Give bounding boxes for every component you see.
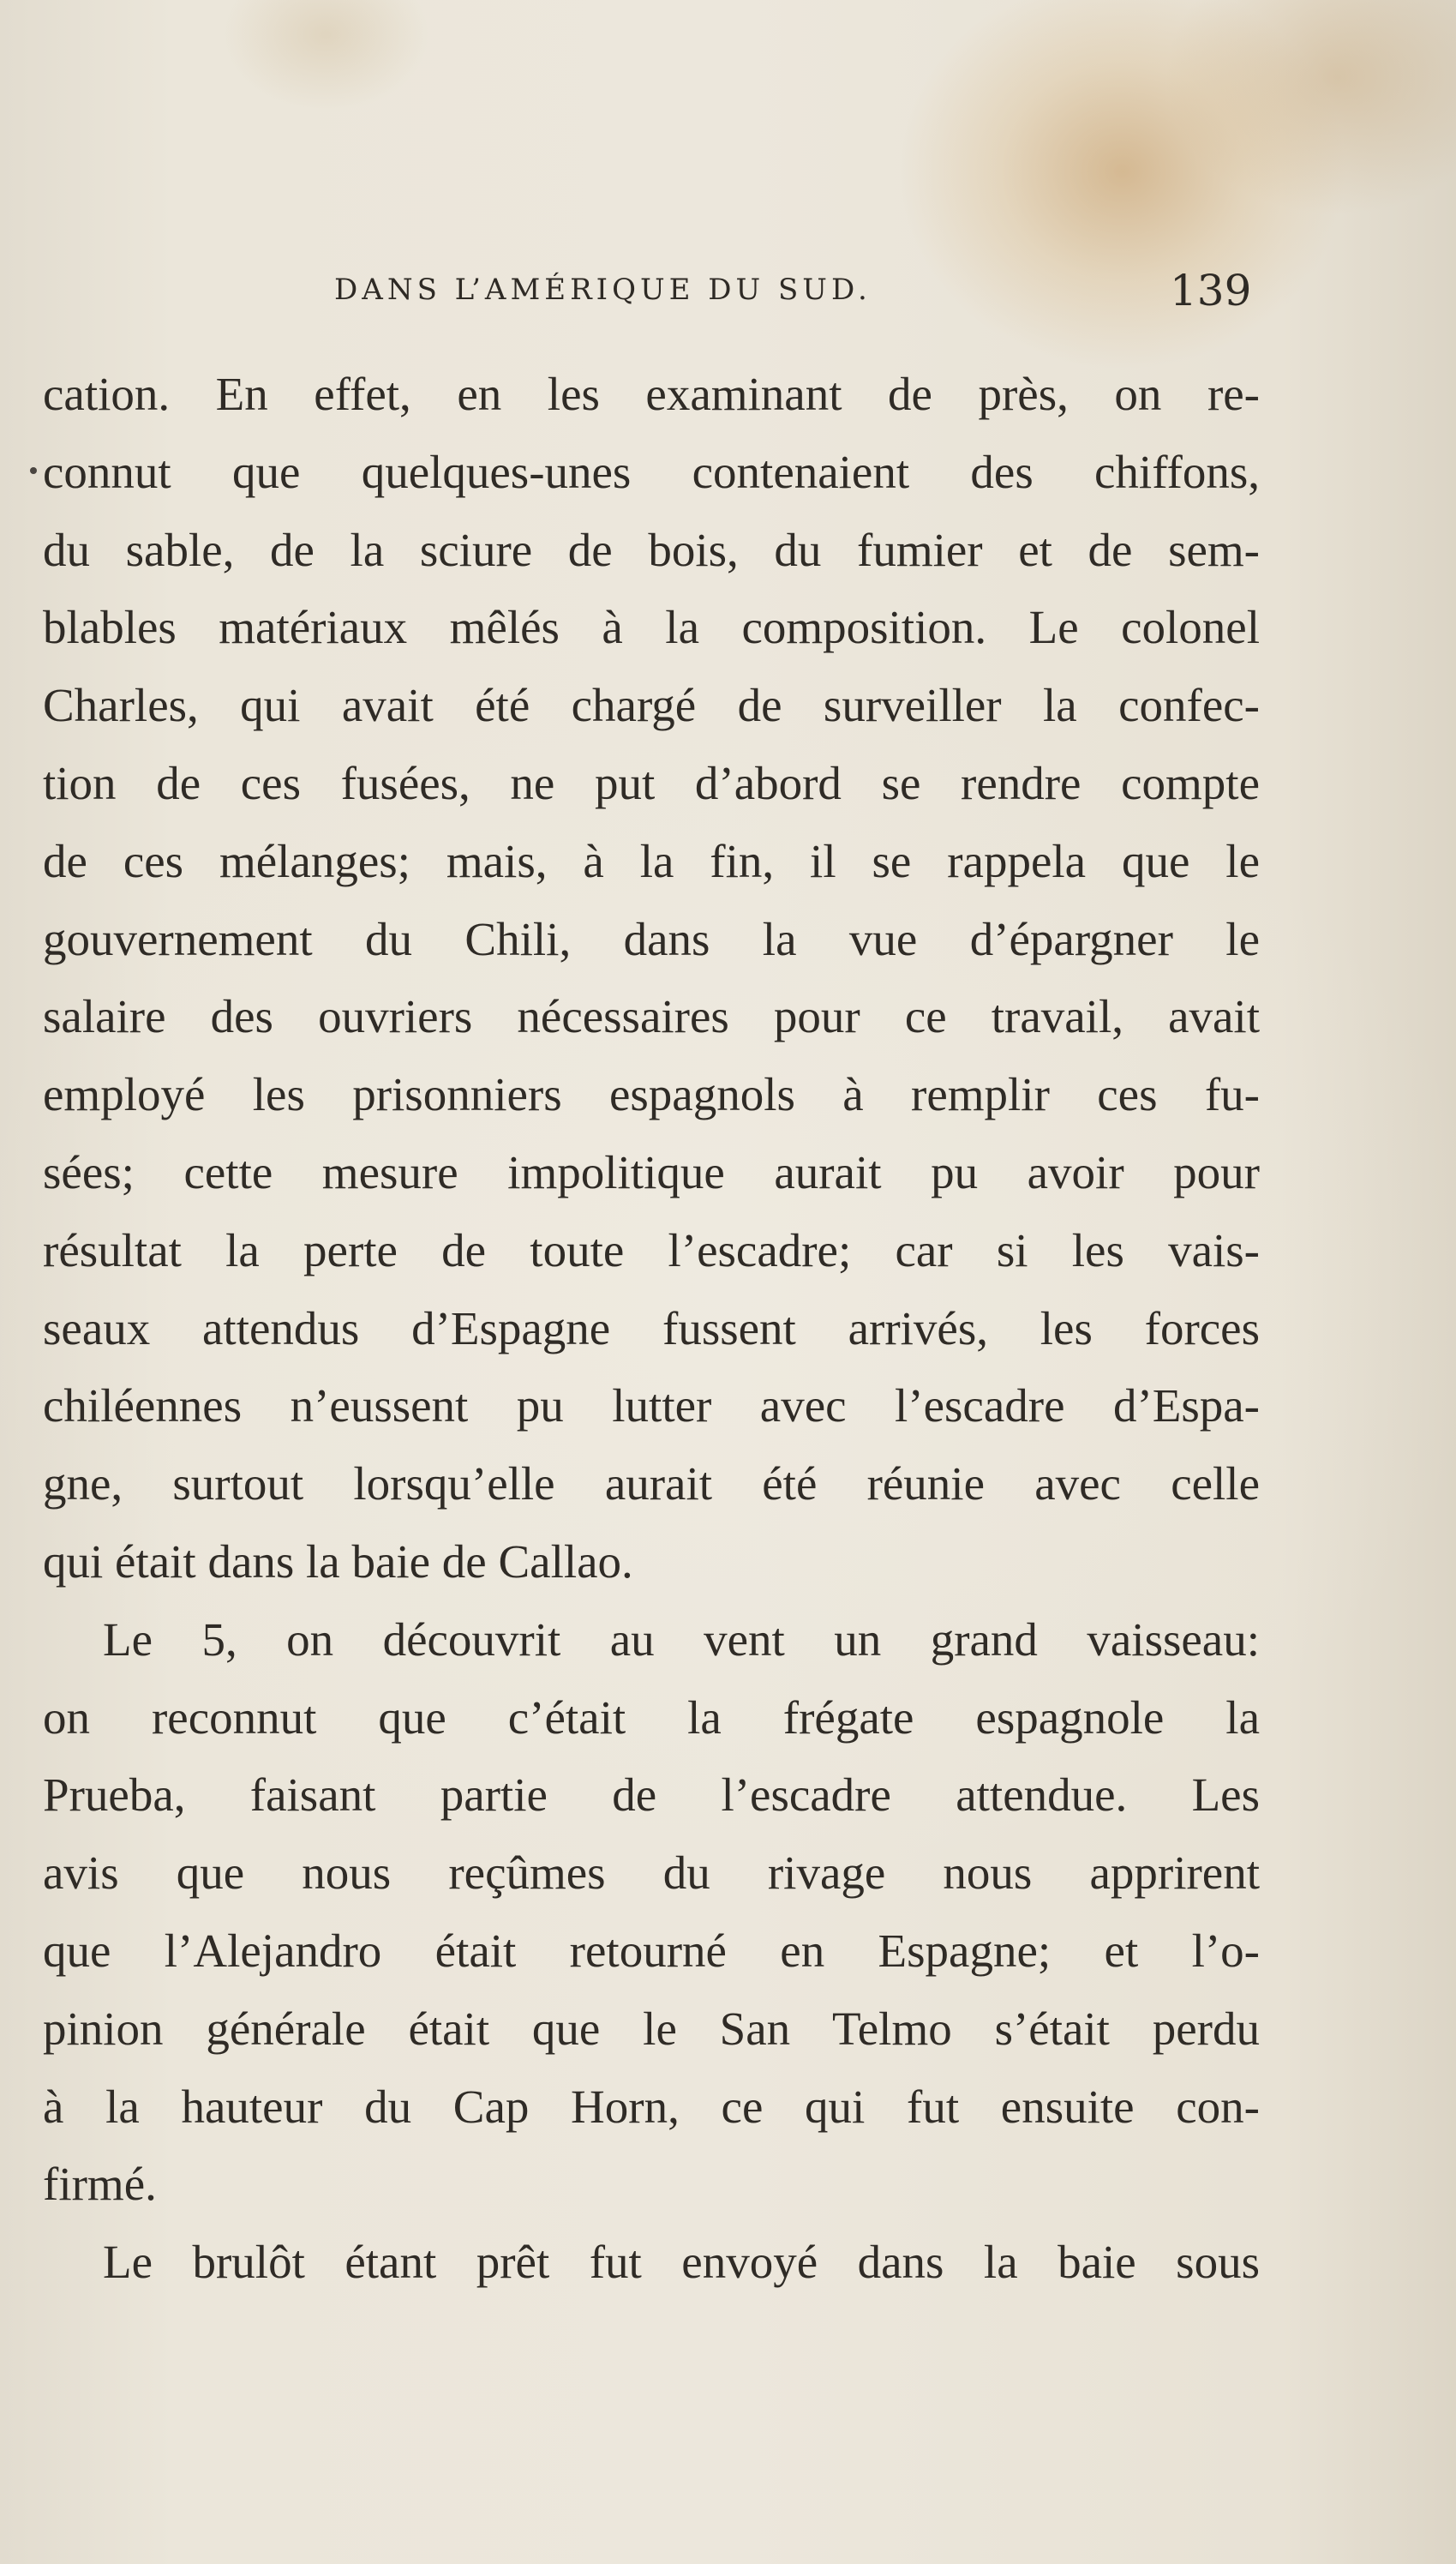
text-line: blables matériaux mêlés à la composition. Le colonel: [43, 601, 1260, 654]
text-line: chiléennes n’eussent pu lutter avec l’escadre d’Espa-: [43, 1379, 1260, 1432]
text-line: firmé.: [43, 2158, 157, 2211]
text-line: du sable, de la sciure de bois, du fumier et de sem-: [43, 523, 1260, 576]
text-line: gouvernement du Chili, dans la vue d’épargner le: [43, 912, 1260, 965]
text-line: sées; cette mesure impolitique aurait pu avoir pour: [43, 1145, 1260, 1198]
text-line: à la hauteur du Cap Horn, ce qui fut ensuite con-: [43, 2080, 1260, 2133]
text-line: tion de ces fusées, ne put d’abord se rendre compte: [43, 756, 1260, 809]
text-line: connut que quelques-unes contenaient des chiffons,: [43, 445, 1260, 498]
text-line: on reconnut que c’était la frégate espagnole la: [43, 1690, 1260, 1744]
text-line: Charles, qui avait été chargé de surveiller la confec-: [43, 679, 1260, 732]
text-line: avis que nous reçûmes du rivage nous apprirent: [43, 1846, 1260, 1900]
paragraph-3: [43, 2224, 1260, 2302]
text-line: salaire des ouvriers nécessaires pour ce travail, avait: [43, 990, 1260, 1043]
text-line: résultat la perte de toute l’escadre; car si les vais-: [43, 1223, 1260, 1276]
text-line: cation. En effet, en les examinant de près, on re-: [43, 368, 1260, 420]
text-line: seaux attendus d’Espagne fussent arrivés, les forces: [43, 1301, 1260, 1354]
text-line: de ces mélanges; mais, à la fin, il se rappela que le: [43, 834, 1260, 887]
margin-dot: [30, 467, 37, 474]
text-line: Le brulôt étant prêt fut envoyé dans la baie sous: [103, 2236, 1260, 2289]
body-text: [43, 356, 1260, 2302]
text-line: qui était dans la baie de Callao.: [43, 1534, 633, 1588]
paragraph-1: [43, 356, 1260, 1601]
text-line: Prueba, faisant partie de l’escadre attendue. Les: [43, 1768, 1260, 1822]
text-line: employé les prisonniers espagnols à remplir ces fu-: [43, 1068, 1260, 1121]
text-line: gne, surtout lorsqu’elle aurait été réunie avec celle: [43, 1457, 1260, 1510]
text-line: Le 5, on découvrit au vent un grand vaisseau:: [103, 1612, 1260, 1666]
paragraph-2: [43, 1601, 1260, 2224]
text-line: pinion générale était que le San Telmo s’était perdu: [43, 2002, 1260, 2055]
running-head: [0, 266, 1456, 324]
page-number: 139: [1170, 266, 1252, 315]
text-line: que l’Alejandro était retourné en Espagne; et l’o-: [43, 1924, 1260, 1977]
running-title: DANS L’AMÉRIQUE DU SUD.: [334, 273, 872, 307]
